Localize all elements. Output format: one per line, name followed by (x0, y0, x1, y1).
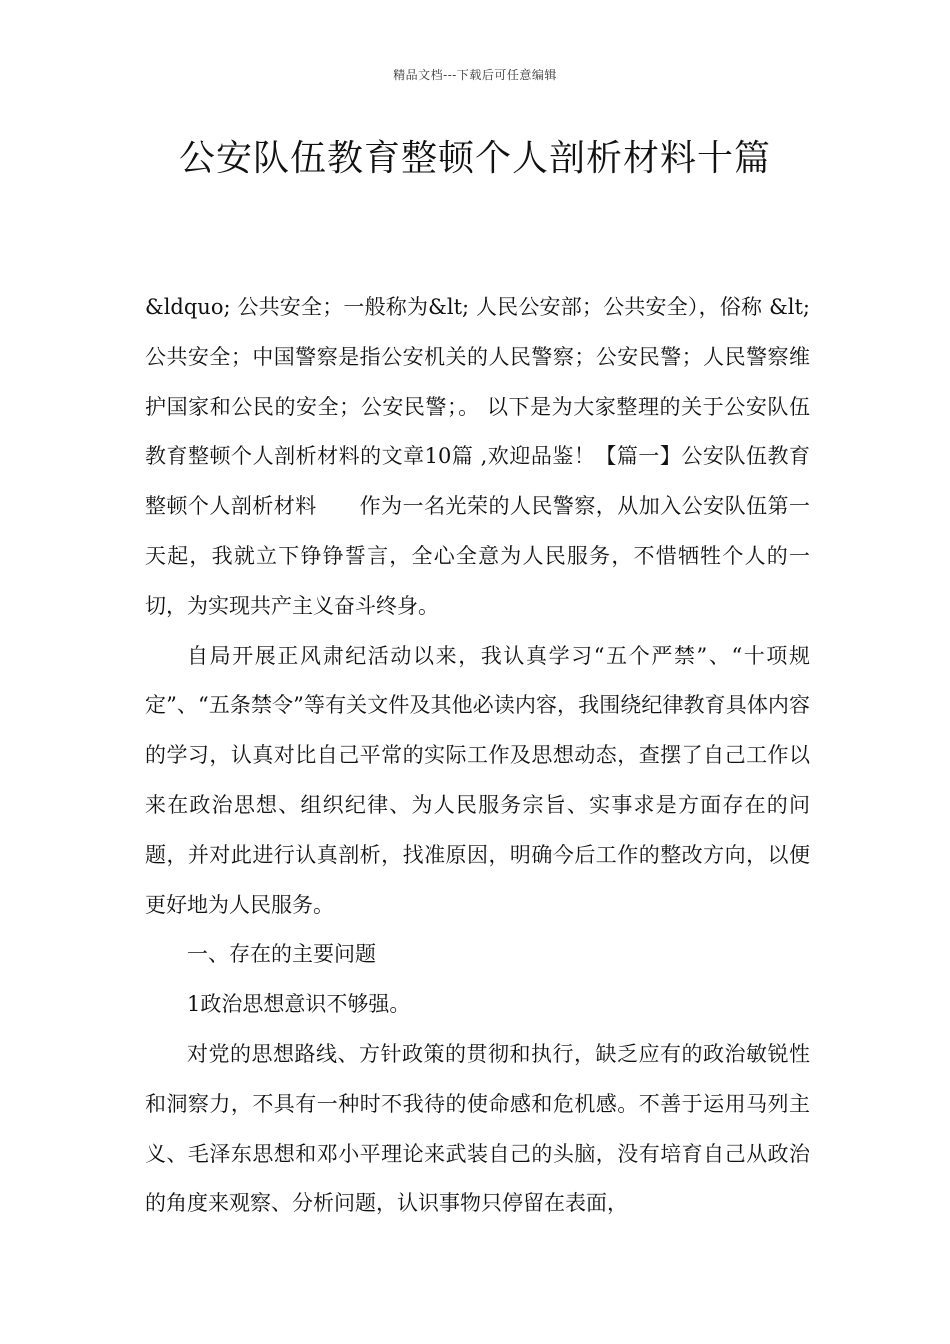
section-heading: 一、存在的主要问题 (187, 942, 376, 967)
body-paragraph: 对党的思想路线、方针政策的贯彻和执行，缺乏应有的政治敏锐性和洞察力，不具有一种时不我待的使命感和危机感。不善于运用马列主义、毛泽东思想和邓小平理论来武装自己的头脑，没有培育自己从政治的角度来观察、分析问题，认识事物只停留在表面， (145, 1041, 810, 1216)
subsection-heading: 1政治思想意识不够强。 (187, 992, 411, 1017)
document-title: 公安队伍教育整顿个人剖析材料十篇 (178, 138, 771, 179)
body-paragraph: 自局开展正风肃纪活动以来，我认真学习“五个严禁”、“十项规定”、“五条禁令”等有关文件及其他必读内容，我围绕纪律教育具体内容的学习，认真对比自己平常的实际工作及思想动态，查摆了自己工作以来在政治思想、组织纪律、为人民服务宗旨、实事求是方面存在的问题，并对此进行认真剖析，找准原因，明确今后工作的整改方向，以便更好地为人民服务。 (145, 643, 810, 917)
intro-paragraph: &ldquo; 公共安全；一般称为&lt; 人民公安部；公共安全），俗称 &lt; 公共安全；中国警察是指公安机关的人民警察；公安民警；人民警察维护国家和公民的安全；公安民警；。 以下是为大家整理的关于公安队伍教育整顿个人剖析材料的文章10篇 ,欢迎品鉴！【篇一】公安队伍教育整顿个人剖析材料 作为一名光荣的人民警察，从加入公安队伍第一天起，我就立下铮铮誓言，全心全意为人民服务，不惜牺牲个人的一切，为实现共产主义奋斗终身。 (145, 295, 810, 618)
document-body (145, 283, 810, 1229)
header-note: 精品文档---下载后可任意编辑 (393, 68, 557, 82)
